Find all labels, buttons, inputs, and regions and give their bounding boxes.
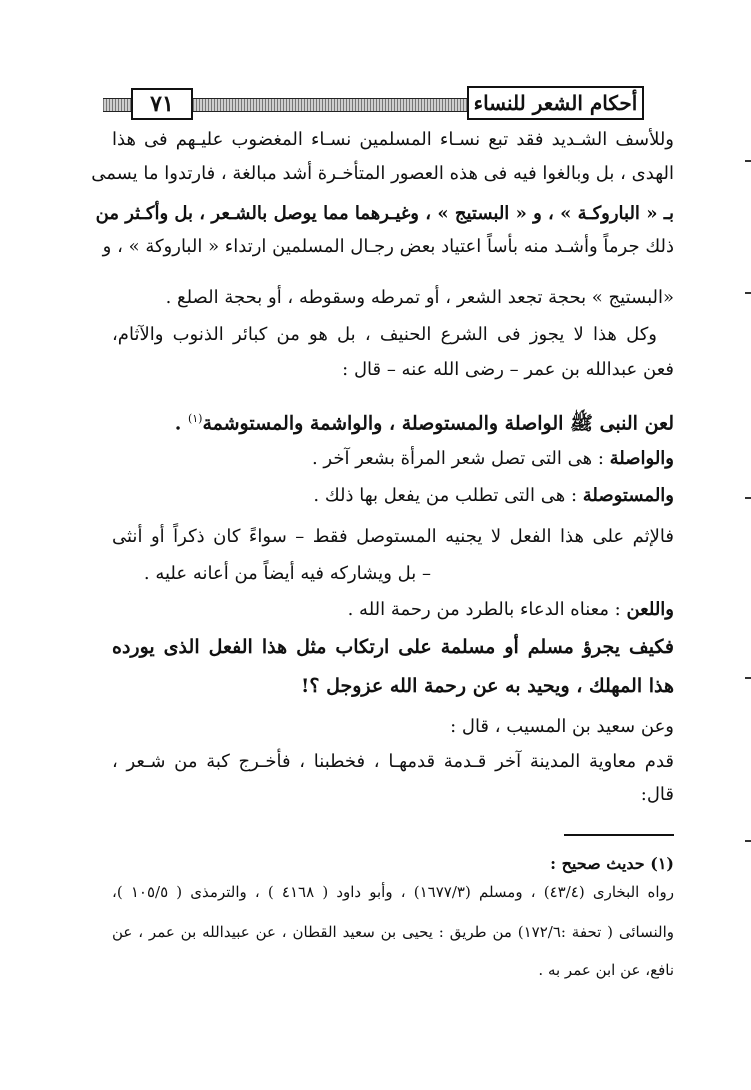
hadith-body: لعن النبى ﷺ الواصلة والمستوصلة ، والواشمة والمستوشمة [202, 412, 674, 435]
definition-laan [348, 595, 674, 625]
body-line: وعن سعيد بن المسيب ، قال : [450, 716, 674, 737]
body-line: قدم معاوية المدينة آخر قـدمة قدمهـا ، فخطبنا ، فأخـرج كبة من شـعر ، [112, 751, 674, 772]
footnote-marker: (١) [187, 412, 203, 425]
definition-mustawsila [313, 481, 674, 511]
footnote-line: نافع، عن ابن عمر به . [538, 961, 674, 979]
edge-mark [745, 497, 751, 499]
definition-term: والواصلة [609, 448, 674, 469]
footnote-title: (١) حديث صحيح : [550, 854, 674, 873]
body-line: – بل ويشاركه فيه أيضاً من أعانه عليه . [143, 563, 431, 584]
footnote-line: والنسائى ( تحفة :١٧٢/٦) من طريق : يحيى بن سعيد القطان ، عن عبيدالله بن عمر ، عن [112, 923, 674, 941]
body-line: فالإثم على هذا الفعل لا يجنيه المستوصل فقط – سواءً كان ذكراً أو أنثى [112, 526, 674, 547]
footnote-line: رواه البخارى (٤٣/٤) ، ومسلم (١٦٧٧/٣) ، وأبو داود ( ٤١٦٨ ) ، والترمذى ( ١٠٥/٥ )، [112, 883, 675, 901]
page-number: ٧١ [131, 88, 193, 120]
question-line: هذا المهلك ، ويحيد به عن رحمة الله عزوجل ؟! [301, 675, 674, 697]
body-line: وكل هذا لا يجوز فى الشرع الحنيف ، بل هو من كبائر الذنوب والآثام، [112, 324, 657, 345]
definition-text: : هى التى تطلب من يفعل بها ذلك . [313, 485, 583, 506]
body-line: بـ « الباروكـة » ، و « البستيج » ، وغيـرهما مما يوصل بالشـعر ، بل وأكـثر من [95, 203, 674, 224]
edge-mark [745, 840, 751, 842]
running-title: أحكام الشعر للنساء [467, 86, 644, 120]
page-header [95, 88, 640, 118]
hadith-text [175, 404, 674, 438]
definition-term: واللعن [626, 599, 674, 620]
edge-mark [745, 292, 751, 294]
definition-term: والمستوصلة [582, 485, 674, 506]
edge-mark [745, 677, 751, 679]
definition-wasila [312, 444, 674, 474]
body-line: قال: [640, 784, 674, 805]
hadith-end: . [174, 412, 188, 435]
question-line: فكيف يجرؤ مسلم أو مسلمة على ارتكاب مثل هذا الفعل الذى يورده [112, 636, 674, 658]
body-line: «البستيج » بحجة تجعد الشعر ، أو تمرطه وسقوطه ، أو بحجة الصلع . [165, 287, 674, 308]
body-line: وللأسف الشـديد فقد تبع نسـاء المسلمين نسـاء المغضوب عليـهم فى هذا [112, 129, 674, 150]
definition-text: : هى التى تصل شعر المرأة بشعر آخر . [311, 448, 610, 469]
edge-mark [745, 160, 751, 162]
header-ornament-bar-small [103, 98, 131, 112]
body-line: ذلك جرماً وأشـد منه بأساً اعتياد بعض رجـال المسلمين ارتداء « الباروكة » ، و [102, 236, 674, 257]
definition-text: : معناه الدعاء بالطرد من رحمة الله . [347, 599, 627, 620]
body-line: فعن عبدالله بن عمر – رضى الله عنه – قال : [342, 359, 674, 380]
footnote-separator [564, 834, 674, 836]
body-line: الهدى ، بل وبالغوا فيه فى هذه العصور المتأخـرة أشد مبالغة ، فارتدوا ما يسمى [91, 163, 674, 184]
